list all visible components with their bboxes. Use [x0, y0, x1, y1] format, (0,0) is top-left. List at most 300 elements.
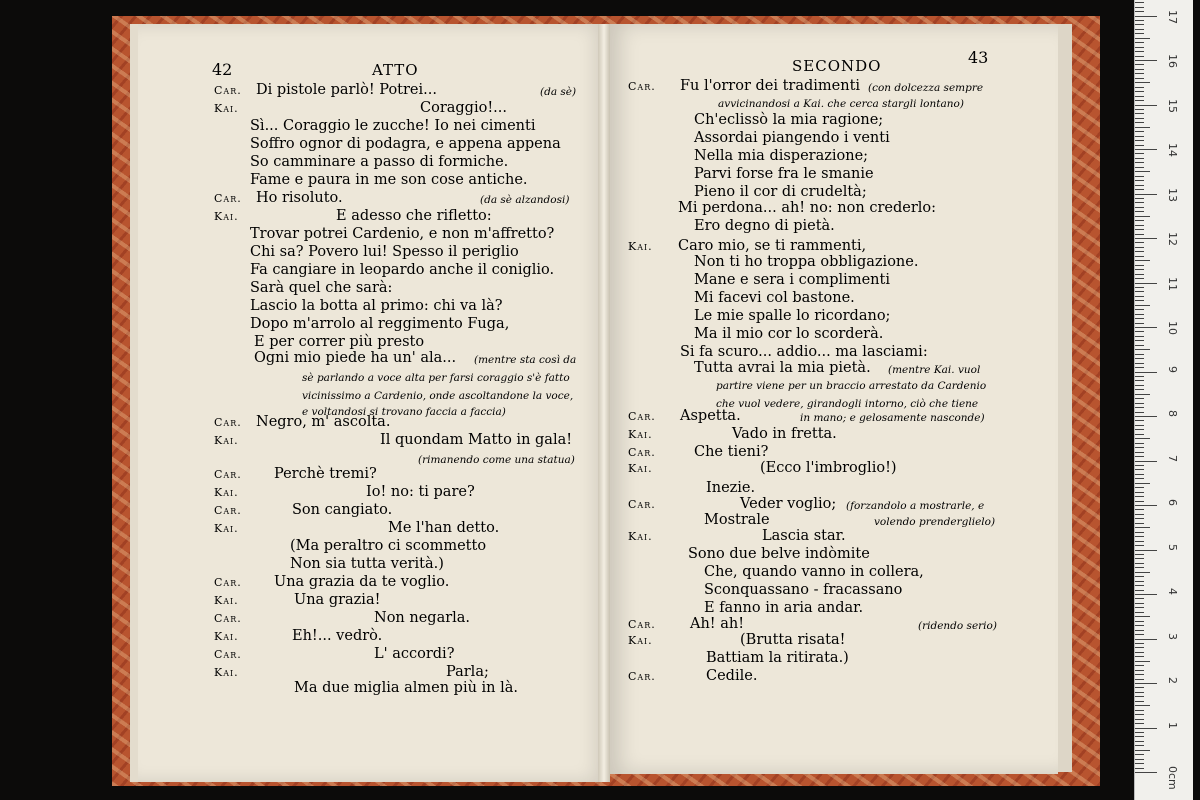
ruler-label: 15 — [1166, 98, 1179, 113]
ruler-tick — [1135, 536, 1144, 537]
verse-line: So camminare a passo di formiche. — [250, 154, 509, 170]
ruler-label: 0cm — [1166, 766, 1179, 790]
speaker-label: Kai. — [214, 210, 239, 223]
ruler-tick — [1135, 594, 1157, 595]
ruler-tick — [1135, 572, 1150, 573]
ruler-tick — [1135, 220, 1144, 221]
ruler-tick — [1135, 211, 1144, 212]
ruler-tick — [1135, 345, 1144, 346]
right-flyleaf — [1056, 24, 1072, 772]
ruler-tick — [1135, 545, 1144, 546]
verse-line: Chi sa? Povero lui! Spesso il periglio — [250, 244, 519, 260]
ruler-tick — [1135, 380, 1144, 381]
ruler-tick — [1135, 625, 1144, 626]
running-header-right: SECONDO — [792, 57, 882, 75]
ruler-tick — [1135, 420, 1144, 421]
speaker-label: Car. — [628, 498, 656, 511]
verse-line: Ah! ah! — [690, 616, 745, 632]
verse-line: Aspetta. — [680, 408, 741, 424]
speaker-label: Kai. — [628, 462, 653, 475]
ruler-tick — [1135, 523, 1144, 524]
ruler-tick — [1135, 16, 1157, 17]
ruler-tick — [1135, 51, 1144, 52]
ruler-tick — [1135, 714, 1144, 715]
ruler-tick — [1135, 639, 1157, 640]
ruler-tick — [1135, 630, 1144, 631]
ruler-tick — [1135, 674, 1144, 675]
verse-line: Lascio la botta al primo: chi va là? — [250, 298, 503, 314]
ruler-tick — [1135, 612, 1144, 613]
verse-line: Ogni mio piede ha un' ala... — [254, 350, 457, 366]
verse-line: Ero degno di pietà. — [694, 218, 835, 234]
verse-line: Io! no: ti pare? — [366, 484, 475, 500]
ruler-tick — [1135, 287, 1144, 288]
book-spine — [598, 24, 610, 782]
ruler-tick — [1135, 469, 1144, 470]
ruler-tick — [1135, 2, 1144, 3]
ruler-tick — [1135, 145, 1144, 146]
ruler-tick — [1135, 269, 1144, 270]
ruler-tick — [1135, 323, 1144, 324]
verse-line: Fame e paura in me son cose antiche. — [250, 172, 528, 188]
stage-direction: sè parlando a voce alta per farsi coraggio s'è fatto — [302, 372, 570, 384]
ruler-tick — [1135, 558, 1144, 559]
ruler-tick — [1135, 38, 1150, 39]
verse-line: Sono due belve indòmite — [688, 546, 870, 562]
ruler-tick — [1135, 113, 1144, 114]
verse-line: Inezie. — [706, 480, 756, 496]
ruler-tick — [1135, 122, 1144, 123]
ruler-tick — [1135, 56, 1144, 57]
verse-line: Perchè tremi? — [274, 466, 377, 482]
speaker-label: Car. — [214, 576, 242, 589]
speaker-label: Kai. — [628, 634, 653, 647]
ruler-tick — [1135, 291, 1144, 292]
speaker-label: Kai. — [628, 530, 653, 543]
ruler-tick — [1135, 741, 1144, 742]
ruler-tick — [1135, 127, 1150, 128]
ruler-tick — [1135, 194, 1157, 195]
ruler-tick — [1135, 576, 1144, 577]
speaker-label: Kai. — [214, 666, 239, 679]
ruler-tick — [1135, 256, 1144, 257]
stage-direction: (forzandolo a mostrarle, e — [846, 500, 985, 512]
ruler-label: 11 — [1166, 276, 1179, 291]
stage-direction: in mano; e gelosamente nasconde) — [800, 412, 985, 424]
ruler-tick — [1135, 202, 1144, 203]
ruler-tick — [1135, 554, 1144, 555]
ruler-tick — [1135, 158, 1144, 159]
ruler-tick — [1135, 385, 1144, 386]
ruler-label: 10 — [1166, 321, 1179, 335]
ruler-tick — [1135, 229, 1144, 230]
ruler-tick — [1135, 478, 1144, 479]
ruler-tick — [1135, 109, 1144, 110]
ruler-tick — [1135, 461, 1157, 462]
verse-line: Fu l'orror dei tradimenti — [680, 78, 861, 94]
ruler-tick — [1135, 652, 1144, 653]
verse-line: L' accordi? — [374, 646, 455, 662]
ruler-tick — [1135, 153, 1144, 154]
ruler-tick — [1135, 136, 1144, 137]
ruler-tick — [1135, 443, 1144, 444]
ruler-label: 14 — [1166, 143, 1179, 157]
verse-line: Assordai piangendo i venti — [694, 130, 890, 146]
ruler-tick — [1135, 772, 1157, 773]
ruler-tick — [1135, 732, 1144, 733]
verse-line: Mane e sera i complimenti — [694, 272, 890, 288]
ruler-tick — [1135, 621, 1144, 622]
ruler-tick — [1135, 416, 1157, 417]
verse-line: Mi perdona... ah! no: non crederlo: — [678, 200, 936, 216]
ruler-tick — [1135, 429, 1144, 430]
verse-line: Cedile. — [706, 668, 758, 684]
ruler-tick — [1135, 162, 1144, 163]
verse-line: (Brutta risata! — [740, 632, 846, 648]
verse-line: Son cangiato. — [292, 502, 393, 518]
ruler-tick — [1135, 759, 1144, 760]
stage-direction: (da sè alzandosi) — [480, 194, 570, 206]
verse-line: Tutta avrai la mia pietà. — [694, 360, 871, 376]
ruler-tick — [1135, 643, 1144, 644]
speaker-label: Car. — [628, 618, 656, 631]
ruler-tick — [1135, 189, 1144, 190]
ruler-tick — [1135, 300, 1144, 301]
ruler-tick — [1135, 474, 1144, 475]
ruler-tick — [1135, 656, 1144, 657]
ruler-tick — [1135, 78, 1144, 79]
ruler-tick — [1135, 696, 1144, 697]
ruler-tick — [1135, 687, 1144, 688]
page-number-right: 43 — [968, 48, 989, 67]
ruler-tick — [1135, 603, 1144, 604]
ruler-tick — [1135, 96, 1144, 97]
speaker-label: Kai. — [214, 486, 239, 499]
stage-direction: (da sè) — [540, 86, 577, 98]
ruler-tick — [1135, 607, 1144, 608]
speaker-label: Car. — [628, 80, 656, 93]
ruler-label: 8 — [1166, 410, 1179, 417]
ruler-tick — [1135, 198, 1144, 199]
ruler-tick — [1135, 278, 1144, 279]
stage-direction: (ridendo serio) — [918, 620, 997, 632]
speaker-label: Kai. — [214, 434, 239, 447]
verse-line: Una grazia! — [294, 592, 381, 608]
measurement-ruler — [1134, 0, 1193, 800]
speaker-label: Car. — [214, 612, 242, 625]
ruler-tick — [1135, 242, 1144, 243]
stage-direction: (mentre sta così da — [474, 354, 577, 366]
ruler-label: 7 — [1166, 454, 1179, 462]
verse-line: Lascia star. — [762, 528, 846, 544]
verse-line: Non negarla. — [374, 610, 471, 626]
ruler-tick — [1135, 563, 1144, 564]
ruler-tick — [1135, 590, 1144, 591]
verse-line: Ma il mio cor lo scorderà. — [694, 326, 884, 342]
ruler-tick — [1135, 7, 1144, 8]
ruler-tick — [1135, 447, 1144, 448]
ruler-tick — [1135, 225, 1144, 226]
ruler-tick — [1135, 701, 1144, 702]
ruler-tick — [1135, 505, 1157, 506]
ruler-tick — [1135, 91, 1144, 92]
verse-line: Sarà quel che sarà: — [250, 280, 393, 296]
ruler-tick — [1135, 487, 1144, 488]
stage-direction: avvicinandosi a Kai. che cerca stargli lontano) — [718, 98, 964, 110]
ruler-tick — [1135, 265, 1144, 266]
verse-line: Di pistole parlò! Potrei... — [256, 82, 437, 98]
ruler-tick — [1135, 527, 1150, 528]
ruler-tick — [1135, 598, 1144, 599]
ruler-tick — [1135, 705, 1150, 706]
speaker-label: Kai. — [214, 102, 239, 115]
ruler-tick — [1135, 541, 1144, 542]
verse-line: Parla; — [446, 664, 489, 680]
ruler-tick — [1135, 358, 1144, 359]
verse-line: Veder voglio; — [740, 496, 837, 512]
ruler-tick — [1135, 60, 1157, 61]
ruler-label: 9 — [1166, 365, 1179, 373]
ruler-tick — [1135, 465, 1144, 466]
speaker-label: Car. — [214, 648, 242, 661]
verse-line: Pieno il cor di crudeltà; — [694, 184, 867, 200]
speaker-label: Car. — [214, 468, 242, 481]
stage-direction: e voltandosi si trovano faccia a faccia) — [302, 406, 506, 418]
ruler-label: 4 — [1166, 588, 1179, 595]
ruler-tick — [1135, 234, 1144, 235]
ruler-label: 5 — [1166, 543, 1179, 551]
speaker-label: Kai. — [214, 594, 239, 607]
ruler-tick — [1135, 283, 1157, 284]
verse-line: Sì... Coraggio le zucche! Io nei cimenti — [250, 118, 536, 134]
ruler-tick — [1135, 616, 1150, 617]
ruler-tick — [1135, 407, 1144, 408]
ruler-tick — [1135, 314, 1144, 315]
ruler-label: 1 — [1166, 721, 1179, 729]
verse-line: Non ti ho troppa obbligazione. — [694, 254, 919, 270]
verse-line: Ch'eclissò la mia ragione; — [694, 112, 884, 128]
ruler-tick — [1135, 327, 1157, 328]
running-header-left: ATTO — [372, 61, 419, 79]
ruler-tick — [1135, 425, 1144, 426]
verse-line: Ma due miglia almen più in là. — [294, 680, 519, 696]
speaker-label: Car. — [214, 84, 242, 97]
ruler-tick — [1135, 719, 1144, 720]
ruler-tick — [1135, 105, 1157, 106]
verse-line: Caro mio, se ti rammenti, — [678, 238, 867, 254]
verse-line: Il quondam Matto in gala! — [380, 432, 573, 448]
ruler-tick — [1135, 69, 1144, 70]
verse-line: Coraggio!... — [420, 100, 507, 116]
ruler-tick — [1135, 634, 1144, 635]
speaker-label: Kai. — [214, 630, 239, 643]
ruler-tick — [1135, 260, 1150, 261]
ruler-tick — [1135, 496, 1144, 497]
ruler-tick — [1135, 728, 1157, 729]
ruler-tick — [1135, 581, 1144, 582]
ruler-tick — [1135, 501, 1144, 502]
ruler-tick — [1135, 318, 1144, 319]
ruler-tick — [1135, 367, 1144, 368]
ruler-tick — [1135, 140, 1144, 141]
ruler-tick — [1135, 661, 1150, 662]
ruler-tick — [1135, 745, 1144, 746]
ruler-tick — [1135, 47, 1144, 48]
ruler-tick — [1135, 118, 1144, 119]
ruler-tick — [1135, 238, 1157, 239]
ruler-tick — [1135, 216, 1150, 217]
ruler-tick — [1135, 100, 1144, 101]
speaker-label: Car. — [628, 446, 656, 459]
verse-line: Che, quando vanno in collera, — [704, 564, 924, 580]
ruler-tick — [1135, 73, 1144, 74]
ruler-label: 13 — [1166, 187, 1179, 202]
verse-line: Vado in fretta. — [732, 426, 837, 442]
ruler-tick — [1135, 412, 1144, 413]
ruler-tick — [1135, 403, 1144, 404]
verse-line: E per correr più presto — [254, 334, 425, 350]
ruler-tick — [1135, 514, 1144, 515]
stage-direction: partire viene per un braccio arrestato da Cardenio — [716, 380, 987, 392]
speaker-label: Car. — [214, 504, 242, 517]
ruler-tick — [1135, 550, 1157, 551]
ruler-tick — [1135, 754, 1144, 755]
speaker-label: Kai. — [628, 428, 653, 441]
ruler-tick — [1135, 647, 1144, 648]
speaker-label: Car. — [628, 410, 656, 423]
ruler-tick — [1135, 683, 1157, 684]
ruler-tick — [1135, 452, 1144, 453]
ruler-tick — [1135, 33, 1144, 34]
ruler-tick — [1135, 492, 1144, 493]
ruler-tick — [1135, 438, 1150, 439]
verse-line: E adesso che rifletto: — [336, 208, 492, 224]
ruler-tick — [1135, 171, 1150, 172]
ruler-tick — [1135, 296, 1144, 297]
ruler-tick — [1135, 518, 1144, 519]
stage-direction: (rimanendo come una statua) — [418, 454, 575, 466]
verse-line: Negro, m' ascolta. — [256, 414, 391, 430]
ruler-tick — [1135, 349, 1150, 350]
ruler-tick — [1135, 11, 1144, 12]
verse-line: Dopo m'arrolo al reggimento Fuga, — [250, 316, 510, 332]
verse-line: E fanno in aria andar. — [704, 600, 864, 616]
verse-line: Fa cangiare in leopardo anche il coniglio. — [250, 262, 555, 278]
verse-line: Si fa scuro... addio... ma lasciami: — [680, 344, 928, 360]
ruler-tick — [1135, 167, 1144, 168]
ruler-tick — [1135, 665, 1144, 666]
ruler-tick — [1135, 340, 1144, 341]
ruler-tick — [1135, 389, 1144, 390]
ruler-label: 2 — [1166, 677, 1179, 684]
verse-line: Nella mia disperazione; — [694, 148, 869, 164]
ruler-tick — [1135, 670, 1144, 671]
ruler-tick — [1135, 398, 1144, 399]
stage-direction: che vuol vedere, girandogli intorno, ciò che tiene — [716, 398, 979, 410]
ruler-tick — [1135, 247, 1144, 248]
verse-line: Una grazia da te voglio. — [274, 574, 450, 590]
verse-line: Battiam la ritirata.) — [706, 650, 849, 666]
ruler-tick — [1135, 87, 1144, 88]
speaker-label: Car. — [214, 416, 242, 429]
verse-line: Sconquassano - fracassano — [704, 582, 903, 598]
ruler-tick — [1135, 710, 1144, 711]
ruler-tick — [1135, 24, 1144, 25]
ruler-tick — [1135, 394, 1150, 395]
ruler-tick — [1135, 180, 1144, 181]
ruler-tick — [1135, 82, 1150, 83]
ruler-tick — [1135, 29, 1144, 30]
ruler-tick — [1135, 185, 1144, 186]
verse-line: Mostrale — [704, 512, 770, 528]
ruler-tick — [1135, 376, 1144, 377]
ruler-tick — [1135, 679, 1144, 680]
ruler-tick — [1135, 585, 1144, 586]
speaker-label: Kai. — [214, 522, 239, 535]
ruler-tick — [1135, 363, 1144, 364]
ruler-tick — [1135, 251, 1144, 252]
ruler-tick — [1135, 372, 1157, 373]
verse-line: Le mie spalle lo ricordano; — [694, 308, 891, 324]
ruler-tick — [1135, 567, 1144, 568]
ruler-label: 16 — [1166, 54, 1179, 68]
ruler-tick — [1135, 309, 1144, 310]
speaker-label: Kai. — [628, 240, 653, 253]
page-number-left: 42 — [212, 60, 233, 79]
ruler-tick — [1135, 176, 1144, 177]
ruler-tick — [1135, 532, 1144, 533]
ruler-tick — [1135, 42, 1144, 43]
stage-direction: volendo prenderglielo) — [874, 516, 996, 528]
verse-line: Soffro ognor di podagra, e appena appena — [250, 136, 561, 152]
verse-line: Non sia tutta verità.) — [290, 556, 444, 572]
verse-line: Mi facevi col bastone. — [694, 290, 855, 306]
ruler-label: 3 — [1166, 632, 1179, 640]
ruler-tick — [1135, 131, 1144, 132]
ruler-tick — [1135, 336, 1144, 337]
speaker-label: Car. — [214, 192, 242, 205]
stage-direction: (mentre Kai. vuol — [888, 364, 981, 376]
verse-line: Trovar potrei Cardenio, e non m'affretto? — [250, 226, 555, 242]
stage-direction: (con dolcezza sempre — [868, 82, 984, 94]
verse-line: Eh!... vedrò. — [292, 628, 383, 644]
ruler-tick — [1135, 723, 1144, 724]
ruler-label: 12 — [1166, 232, 1179, 246]
ruler-tick — [1135, 305, 1150, 306]
ruler-tick — [1135, 692, 1144, 693]
ruler-tick — [1135, 736, 1144, 737]
verse-line: Me l'han detto. — [388, 520, 500, 536]
ruler-tick — [1135, 20, 1144, 21]
ruler-tick — [1135, 149, 1157, 150]
verse-line: Che tieni? — [694, 444, 769, 460]
verse-line: Parvi forse fra le smanie — [694, 166, 874, 182]
ruler-tick — [1135, 763, 1144, 764]
ruler-tick — [1135, 434, 1144, 435]
verse-line: Ho risoluto. — [256, 190, 343, 206]
ruler-tick — [1135, 354, 1144, 355]
stage-direction: vicinissimo a Cardenio, onde ascoltandone la voce, — [302, 390, 574, 402]
ruler-tick — [1135, 274, 1144, 275]
verse-line: (Ma peraltro ci scommetto — [290, 538, 487, 554]
ruler-tick — [1135, 750, 1150, 751]
ruler-tick — [1135, 207, 1144, 208]
ruler-tick — [1135, 768, 1144, 769]
ruler-label: 17 — [1166, 9, 1179, 24]
ruler-tick — [1135, 509, 1144, 510]
verse-line: (Ecco l'imbroglio!) — [760, 460, 897, 476]
ruler-tick — [1135, 331, 1144, 332]
